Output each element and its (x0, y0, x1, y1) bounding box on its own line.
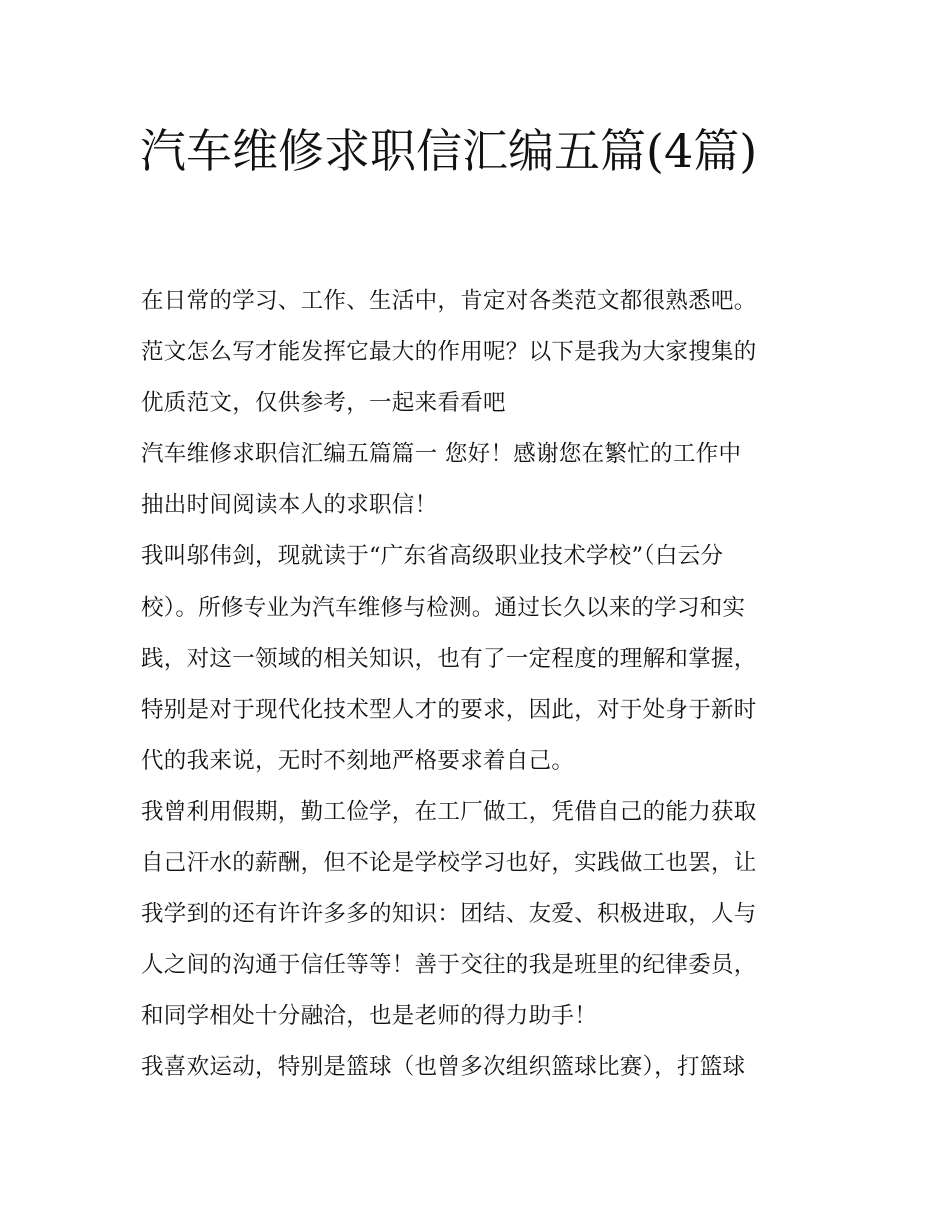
body-line: 抽出时间阅读本人的求职信！ (141, 492, 438, 519)
document-body (141, 276, 813, 1094)
body-line: 我学到的还有许许多多的知识：团结、友爱、积极进取，人与 (141, 901, 757, 928)
document-title: 汽车维修求职信汇编五篇(4篇) (140, 124, 758, 178)
body-line: 范文怎么写才能发挥它最大的作用呢？以下是我为大家搜集的 (141, 339, 757, 366)
body-line: 人之间的沟通于信任等等！善于交往的我是班里的纪律委员， (141, 952, 757, 979)
body-line: 汽车维修求职信汇编五篇篇一 您好！感谢您在繁忙的工作中 (141, 441, 742, 468)
body-line: 我喜欢运动，特别是篮球（也曾多次组织篮球比赛），打篮球 (141, 1054, 746, 1081)
body-line: 我叫邬伟剑，现就读于“广东省高级职业技术学校”（白云分 (141, 543, 724, 570)
body-line: 践，对这一领域的相关知识，也有了一定程度的理解和掌握， (141, 645, 757, 672)
body-line: 校）。所修专业为汽车维修与检测。通过长久以来的学习和实 (141, 594, 746, 621)
body-line: 和同学相处十分融洽，也是老师的得力助手！ (141, 1003, 598, 1030)
body-line: 我曾利用假期，勤工俭学，在工厂做工，凭借自己的能力获取 (141, 798, 757, 825)
body-line: 优质范文，仅供参考，一起来看看吧 (141, 390, 506, 417)
body-line: 代的我来说，无时不刻地严格要求着自己。 (141, 747, 575, 774)
body-line: 自己汗水的薪酬，但不论是学校学习也好，实践做工也罢，让 (141, 850, 757, 877)
body-line: 特别是对于现代化技术型人才的要求，因此，对于处身于新时 (141, 696, 757, 723)
body-line: 在日常的学习、工作、生活中，肯定对各类范文都很熟悉吧。 (141, 288, 757, 314)
